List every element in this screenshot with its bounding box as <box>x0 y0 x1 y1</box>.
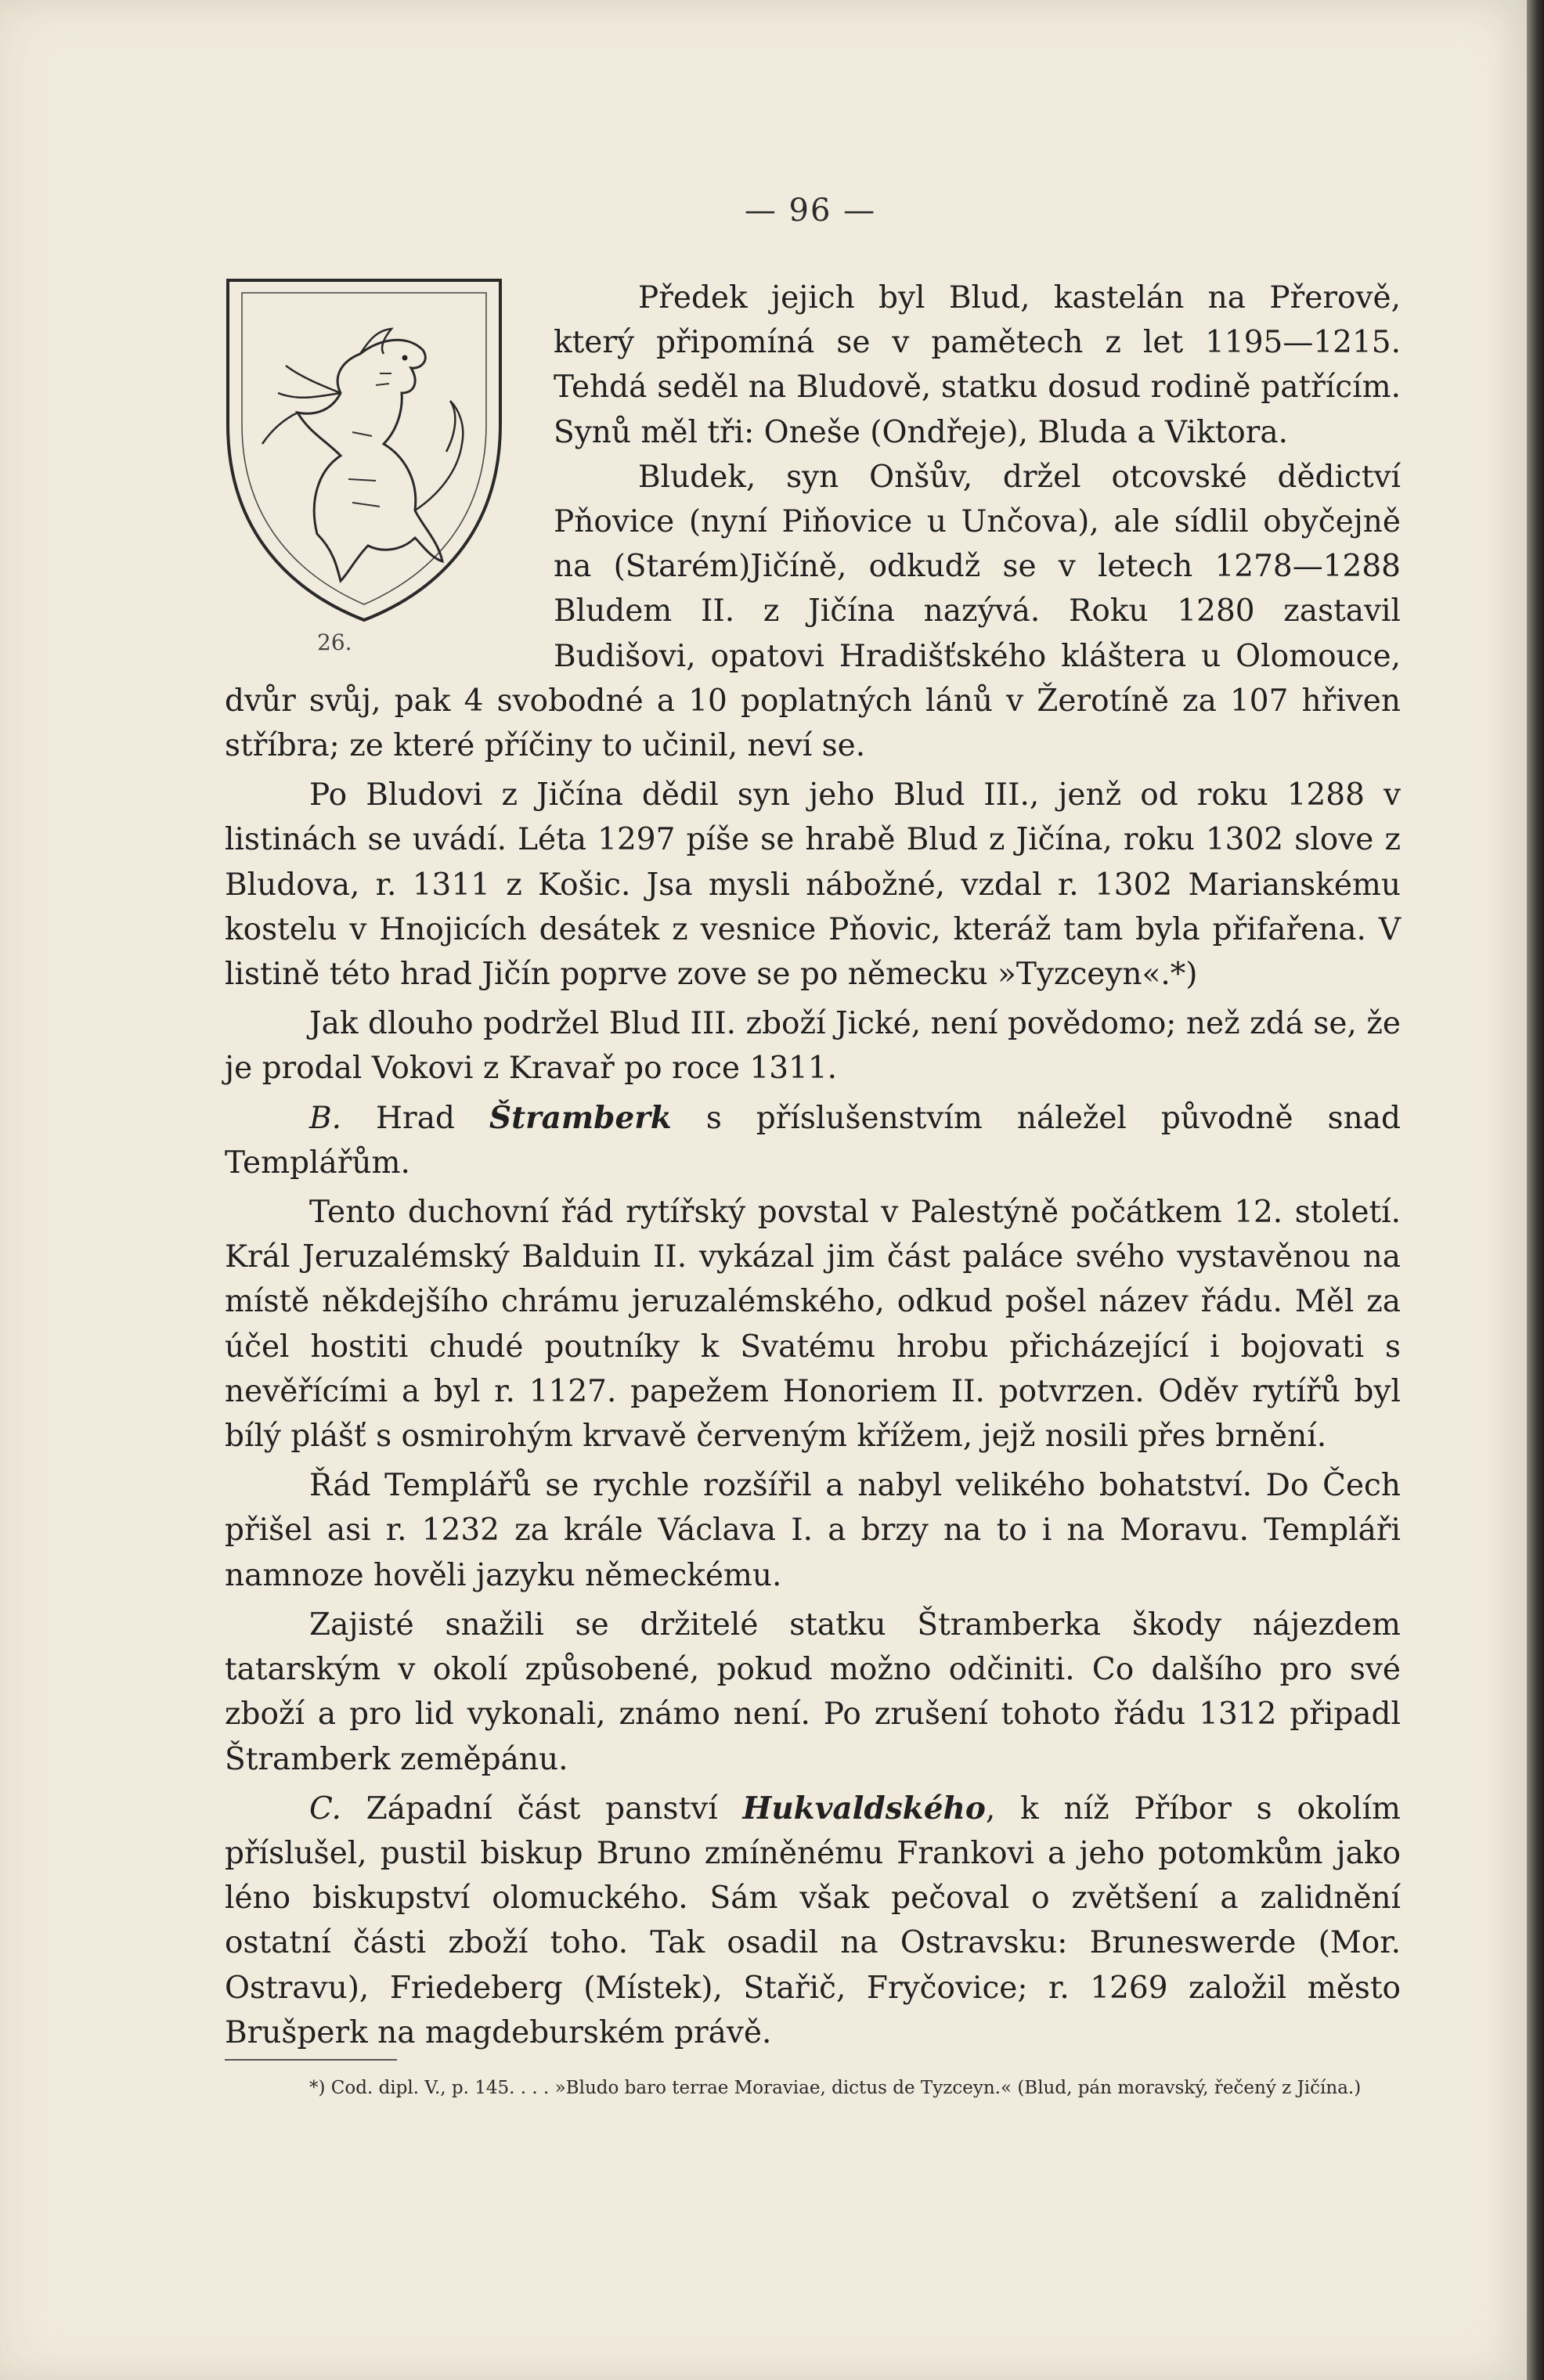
paragraph: Jak dlouho podržel Blud III. zboží Jické, není povědomo; než zdá se, že je prodal Vokovi z Kravař po roce 1311. <box>225 1006 1401 1087</box>
paragraph-section-c <box>225 1787 1401 2055</box>
section-text: , k níž Příbor s okolím příslušel, pustil biskup Bruno zmíněnému Frankovi a jeho potomkům jako léno biskupství olomuckého. Sám však pečoval o zvětšení a zalidnění ostatní části zboží toho. Tak osadil na Ostravsku: Bruneswerde (Mor. Ostravu), Friedeberg (Místek), Stařič, Fryčovice; r. 1269 založil město Brušperk na magdeburském právě. <box>225 1790 1401 2050</box>
section-label: B. <box>309 1100 342 1136</box>
figure-number: 26. <box>317 629 352 655</box>
paragraph: Zajisté snažili se držitelé statku Štramberka škody nájezdem tatarským v okolí způsobené, pokud možno odčiniti. Co dalšího pro své zboží a pro lid vykonali, známo není. Po zrušení tohoto řádu 1312 připadl Štramberk zeměpánu. <box>225 1606 1401 1777</box>
section-prefix: Západní část panství <box>366 1790 718 1826</box>
coat-of-arms-figure <box>223 276 522 675</box>
page-number: — 96 — <box>744 193 877 229</box>
paragraph: Tento duchovní řád rytířský povstal v Palestýně počátkem 12. století. Král Jeruzalémský Balduin II. vykázal jim část paláce svého vystavěnou na místě někdejšího chrámu jeruzalémského, odkud pošel název řádu. Měl za účel hostiti chudé poutníky k Svatému hrobu přicházející i bojovati s nevěřícími a byl r. 1127. papežem Honoriem II. potvrzen. Oděv rytířů byl bílý plášť s osmirohým krvavě červeným křížem, jejž nosili přes brnění. <box>225 1195 1401 1455</box>
paragraph: Po Bludovi z Jičína dědil syn jeho Blud III., jenž od roku 1288 v listinách se uvádí. Léta 1297 píše se hrabě Blud z Jičína, roku 1302 slove z Bludova, r. 1311 z Košic. Jsa mysli nábožné, vzdal r. 1302 Marianskému kostelu v Hnojicích desátek z vesnice Pňovic, kteráž tam byla přifařena. V listině této hrad Jičín poprve zove se po německu »Tyzceyn«.*) <box>225 777 1401 993</box>
body-text <box>225 276 1401 2055</box>
paragraph: Řád Templářů se rychle rozšířil a nabyl velikého bohatství. Do Čech přišel asi r. 1232 za krále Václava I. a brzy na to i na Moravu. Templáři namnoze hověli jazyku německému. <box>225 1468 1401 1593</box>
place-name: Hukvaldského <box>742 1790 986 1826</box>
footnote-divider <box>225 2059 397 2061</box>
place-name: Štramberk <box>489 1099 672 1136</box>
footnote: *) Cod. dipl. V., p. 145. . . . »Bludo baro terrae Moraviae, dictus de Tyzceyn.« (Blud, pán moravský, řečený z Jičína.) <box>309 2078 1362 2098</box>
section-text: s příslušenstvím náležel původně snad Templářům. <box>225 1100 1401 1181</box>
paragraph: Předek jejich byl Blud, kastelán na Přerově, který připomíná se v pamětech z let 1195—1215. Tehdá seděl na Bludově, statku dosud rodině patřícím. Synů měl tři: Oneše (Ondřeje), Bluda a Viktora. <box>554 280 1401 450</box>
paragraph-section-b <box>225 1096 1401 1185</box>
paragraph: Bludek, syn Onšův, držel otcovské dědictví Pňovice (nyní Piňovice u Unčova), ale sídlil obyčejně na (Starém)Jičíně, odkudž se v letech 1278—1288 Bludem II. z Jičína nazývá. Roku 1280 zastavil Budišovi, opatovi Hradišťského kláštera u Olomouce, dvůr svůj, pak 4 svobodné a 10 poplatných lánů v Žerotíně za 107 hřiven stříbra; ze které příčiny to učinil, neví se. <box>225 459 1401 764</box>
section-prefix: Hrad <box>376 1100 455 1136</box>
section-label: C. <box>309 1790 341 1826</box>
lion-shield-icon <box>223 276 505 624</box>
book-spine-edge <box>1527 0 1544 2380</box>
